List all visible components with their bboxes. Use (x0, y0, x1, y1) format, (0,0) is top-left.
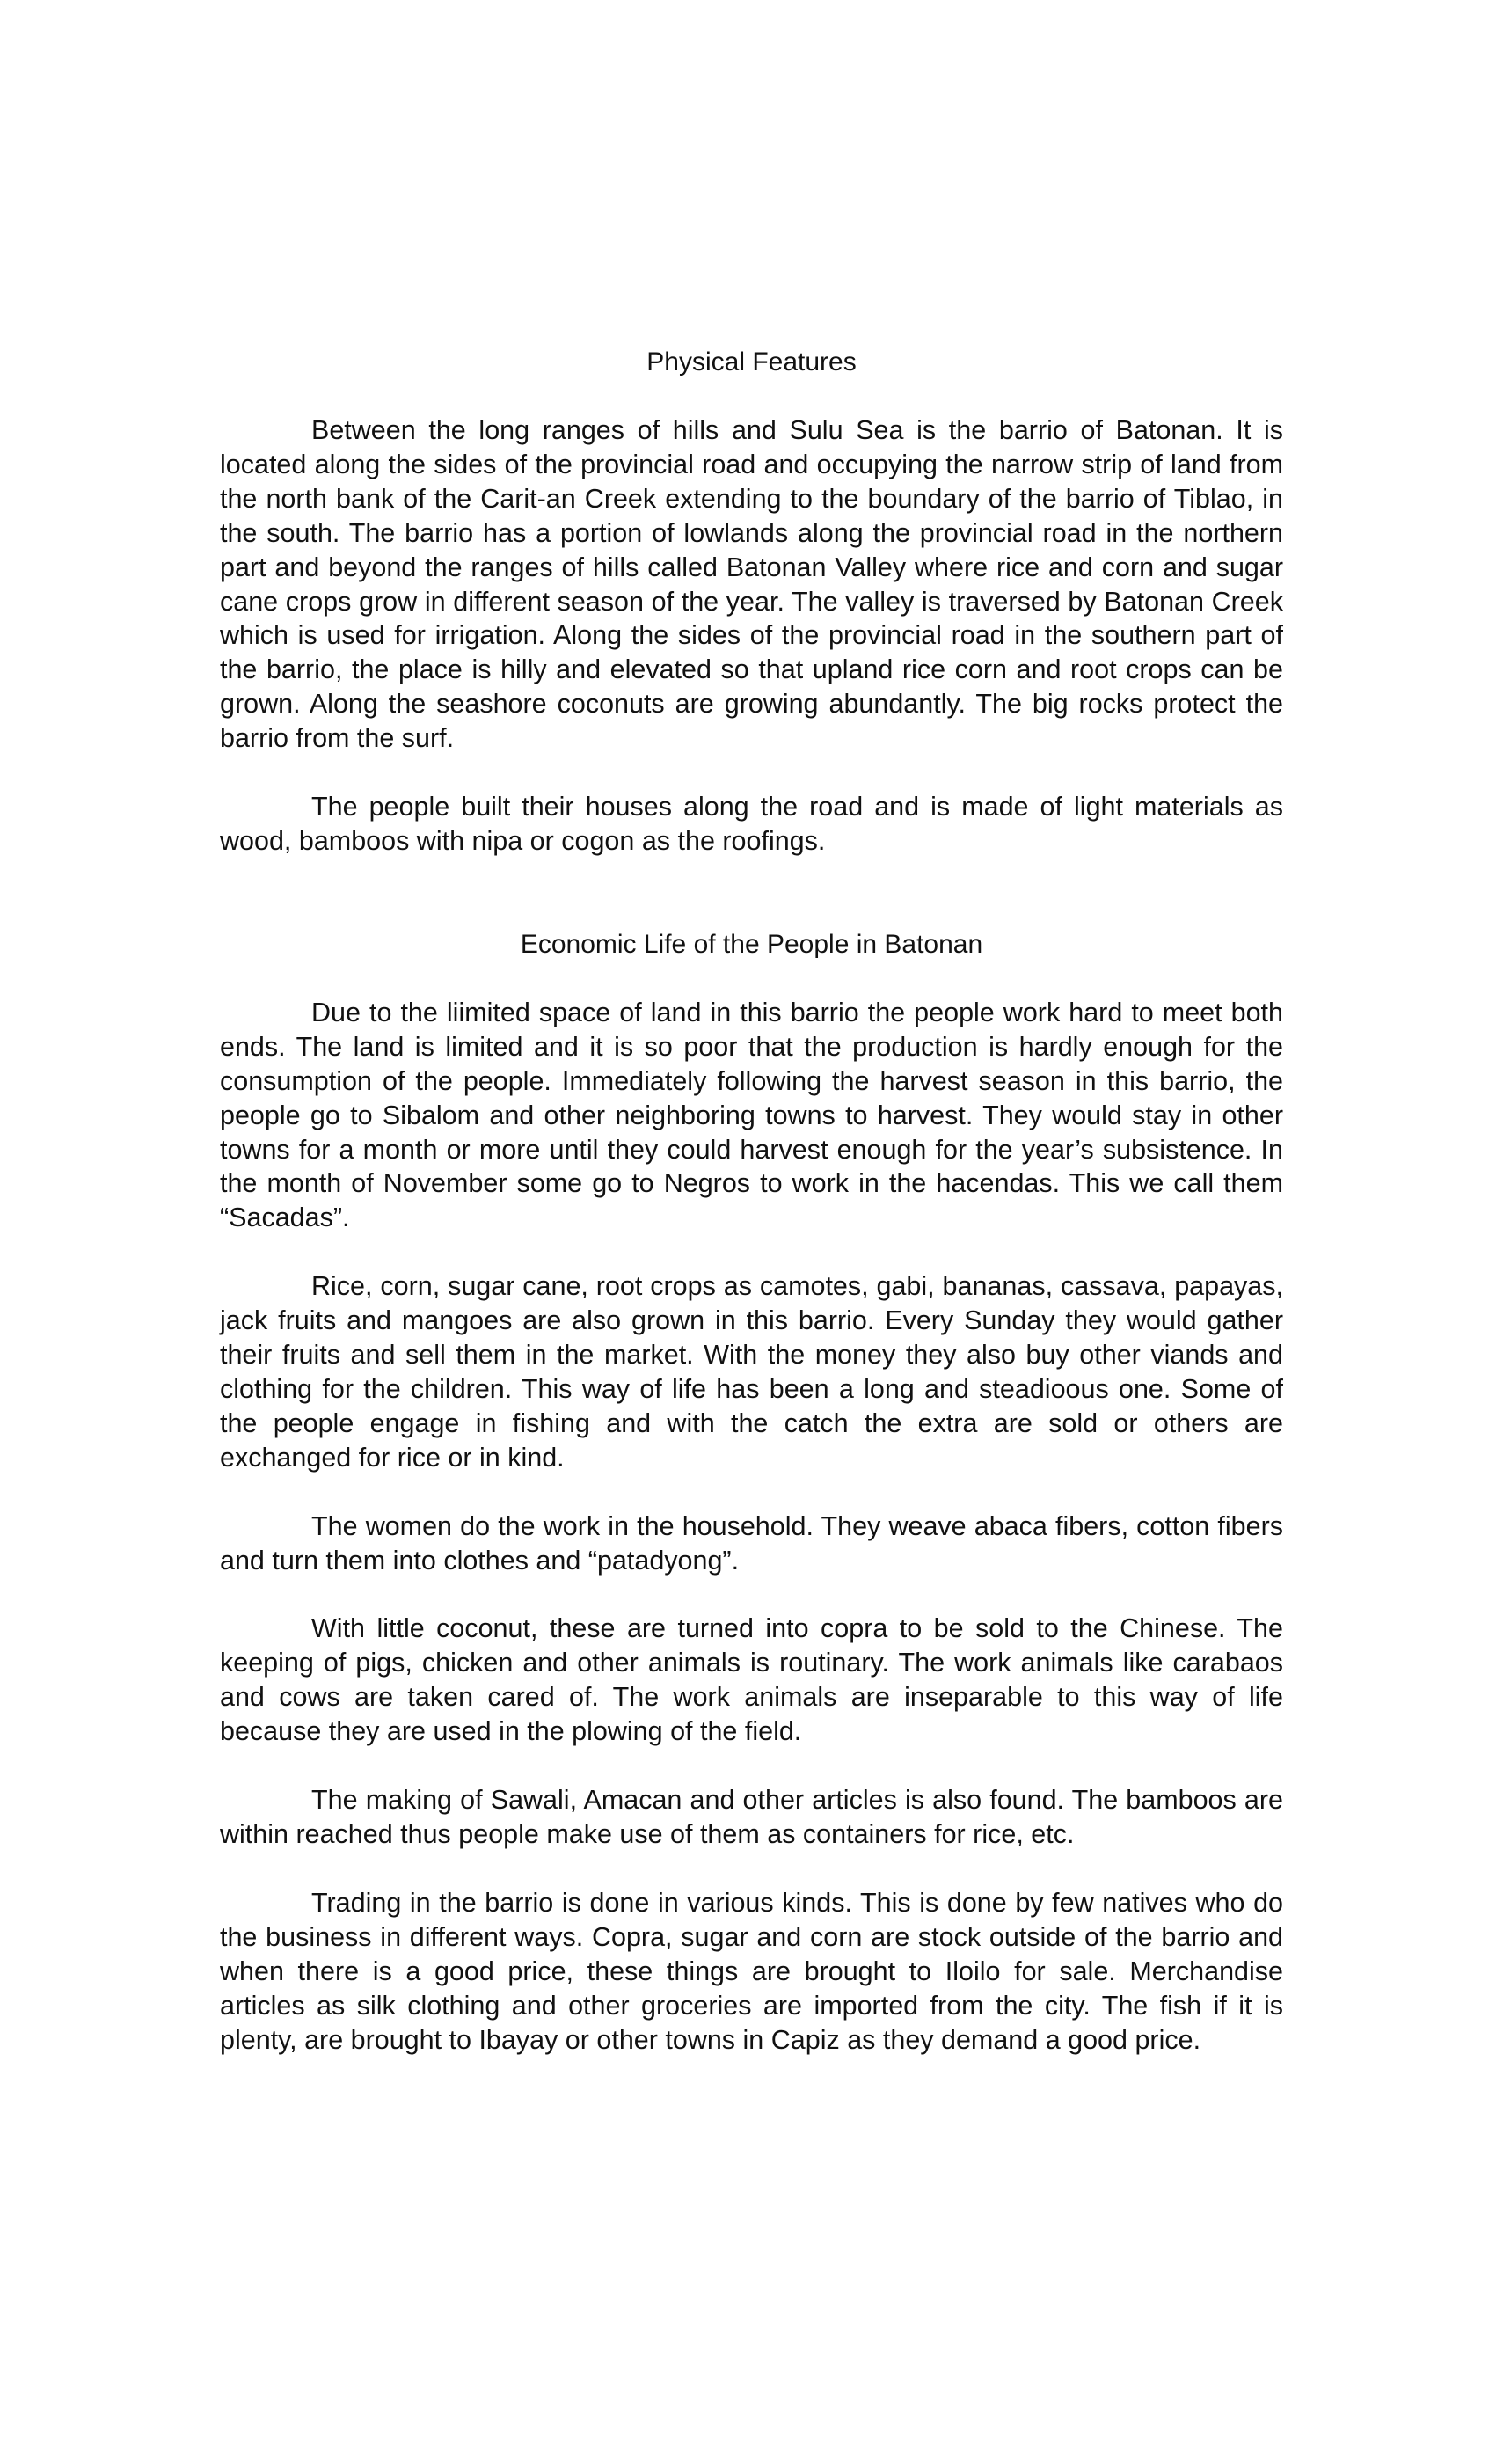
document-page (220, 345, 1283, 2057)
paragraph-economic-5: The making of Sawali, Amacan and other articles is also found. The bamboos are within reached thus people make use of them as containers for rice, etc. (220, 1785, 1283, 1849)
paragraph-economic-6: Trading in the barrio is done in various kinds. This is done by few natives who do the business in different ways. Copra, sugar and corn are stock outside of the barrio and when there is a good price, these things are brought to Iloilo for sale. Merchandise articles as silk clothing and other groceries are imported from the city. The fish if it is plenty, are brought to Ibayay or other towns in Capiz as they demand a good price. (220, 1887, 1283, 2055)
paragraph-economic-1: Due to the liimited space of land in this barrio the people work hard to meet both ends. The land is limited and it is so poor that the production is hardly enough for the consumption of the people. Immediately following the harvest season in this barrio, the people go to Sibalom and other neighboring towns to harvest. They would stay in other towns for a month or more until they could harvest enough for the year’s subsistence. In the month of November some go to Negros to work in the hacendas. This we call them “Sacadas”. (220, 997, 1283, 1233)
paragraph-physical-2: The people built their houses along the road and is made of light materials as wood, bamboos with nipa or cogon as the roofings. (220, 792, 1283, 856)
paragraph-economic-2: Rice, corn, sugar cane, root crops as camotes, gabi, bananas, cassava, papayas, jack fruits and mangoes are also grown in this barrio. Every Sunday they would gather their fruits and sell them in the market. With the money they also buy other viands and clothing for the children. This way of life has been a long and steadioous one. Some of the people engage in fishing and with the catch the extra are sold or others are exchanged for rice or in kind. (220, 1271, 1283, 1473)
section-heading-economic-life: Economic Life of the People in Batonan (520, 929, 983, 959)
section-heading-physical-features: Physical Features (646, 347, 857, 377)
paragraph-economic-4: With little coconut, these are turned into copra to be sold to the Chinese. The keeping of pigs, chicken and other animals is routinary. The work animals like carabaos and cows are taken cared of. The work animals are inseparable to this way of life because they are used in the plowing of the field. (220, 1613, 1283, 1747)
paragraph-economic-3: The women do the work in the household. They weave abaca fibers, cotton fibers and turn them into clothes and “patadyong”. (220, 1510, 1283, 1576)
paragraph-physical-1: Between the long ranges of hills and Sulu Sea is the barrio of Batonan. It is located along the sides of the provincial road and occupying the narrow strip of land from the north bank of the Carit-an Creek extending to the boundary of the barrio of Tiblao, in the south. The barrio has a portion of lowlands along the provincial road in the northern part and beyond the ranges of hills called Batonan Valley where rice and corn and sugar cane crops grow in different season of the year. The valley is traversed by Batonan Creek which is used for irrigation. Along the sides of the provincial road in the southern part of the barrio, the place is hilly and elevated so that upland rice corn and root crops can be grown. Along the seashore coconuts are growing abundantly. The big rocks protect the barrio from the surf. (220, 415, 1283, 754)
